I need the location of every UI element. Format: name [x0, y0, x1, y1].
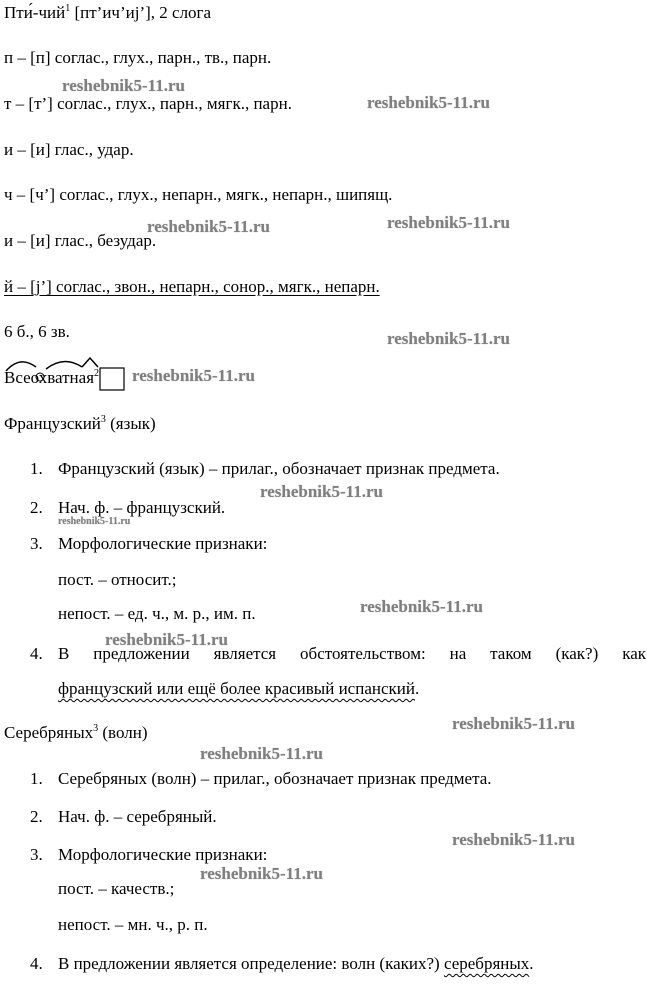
phonetic-word: Пти́-чий [4, 3, 66, 22]
analysis-item: Морфологические признаки: [58, 845, 268, 864]
constant-features: пост. – относит.; [58, 570, 177, 589]
watermark: reshebnik5-11.ru [360, 597, 483, 616]
analysis-item-4-continued: французский или ещё более красивый испанский. [58, 679, 420, 698]
phonetic-row: и – [и] глас., безудар. [4, 231, 157, 250]
phonetic-summary: 6 б., 6 зв. [4, 322, 70, 341]
watermark: reshebnik5-11.ru [452, 714, 575, 733]
item-number: 2. [30, 807, 43, 826]
analysis-item-4: В предложении является обстоятельством: на таком (как?) как [58, 644, 646, 663]
watermark: reshebnik5-11.ru [58, 516, 131, 527]
nonconstant-features: непост. – ед. ч., м. р., им. п. [58, 604, 256, 623]
footnote-mark: 3 [93, 723, 99, 734]
watermark: reshebnik5-11.ru [105, 630, 228, 649]
analysis-item: Серебряных (волн) – прилаг., обозначает признак предмета. [58, 769, 492, 788]
watermark: reshebnik5-11.ru [200, 744, 323, 763]
phonetic-row-underlined: й – [j’] соглас., звон., непарн., сонор., мягк., непарн. [4, 277, 380, 296]
analysis-title: Серебряных$^3$ (волн) [4, 723, 148, 742]
nonconstant-features: непост. – мн. ч., р. п. [58, 915, 208, 934]
analysis-item: Нач. ф. – французский. [58, 498, 226, 517]
footnote-mark: 1 [65, 3, 71, 14]
phonetic-row: ч – [ч’] соглас., глух., непарн., мягк., непарн., шипящ. [4, 185, 393, 204]
ending-box [100, 368, 124, 390]
phonetic-row: и – [и] глас., удар. [4, 140, 134, 159]
footnote-mark: 3 [100, 414, 106, 425]
phonetic-row: т – [т’] соглас., глух., парн., мягк., парн. [4, 94, 292, 113]
watermark: reshebnik5-11.ru [260, 482, 383, 501]
footnote-mark: 2 [94, 368, 100, 379]
watermark: reshebnik5-11.ru [62, 76, 185, 95]
watermark: reshebnik5-11.ru [132, 366, 255, 385]
watermark: reshebnik5-11.ru [367, 93, 490, 112]
watermark: reshebnik5-11.ru [200, 864, 323, 883]
analysis-item-4: В предложении является определение: волн (каких?) серебряных. [58, 954, 534, 973]
item-number: 1. [30, 769, 43, 788]
morphemic-word: Всеохватная [4, 368, 95, 387]
watermark: reshebnik5-11.ru [387, 329, 510, 348]
item-number: 3. [30, 845, 43, 864]
analysis-item: Морфологические признаки: [58, 534, 268, 553]
analysis-title: Французский$^3$ (язык) [4, 414, 156, 433]
phonetic-header [4, 2, 211, 24]
suffix-mark [82, 358, 98, 367]
item-number: 3. [30, 534, 43, 553]
analysis-item: Нач. ф. – серебряный. [58, 807, 217, 826]
watermark: reshebnik5-11.ru [147, 217, 270, 236]
phonetic-row: п – [п] соглас., глух., парн., тв., парн. [4, 48, 272, 67]
item-number: 4. [30, 954, 43, 973]
item-number: 2. [30, 498, 43, 517]
analysis-item: Французский (язык) – прилаг., обозначает признак предмета. [58, 459, 500, 478]
watermark: reshebnik5-11.ru [387, 213, 510, 232]
underlined-word: серебряных [443, 954, 530, 973]
transcription: [пт’ич’иj’], 2 слога [74, 3, 212, 22]
constant-features: пост. – качеств.; [58, 879, 175, 898]
item-number: 4. [30, 644, 43, 663]
underlined-phrase: французский или ещё более красивый испанский [58, 679, 415, 698]
watermark: reshebnik5-11.ru [452, 830, 575, 849]
item-number: 1. [30, 459, 43, 478]
